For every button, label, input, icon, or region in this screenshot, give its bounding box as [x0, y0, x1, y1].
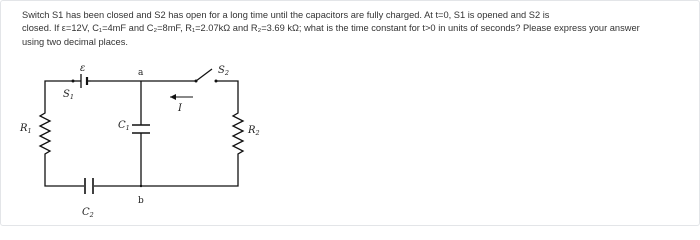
resistor-r2	[233, 101, 243, 163]
question-line-1: Switch S1 has been closed and S2 has open for a long time until the capacitors are fully charged. At t=0, S1 is opened and S2 is	[22, 10, 550, 20]
capacitor-c1	[132, 125, 150, 133]
label-node-a: a	[138, 68, 144, 78]
current-arrow	[170, 94, 193, 100]
capacitor-c2	[84, 178, 94, 194]
battery-emf	[80, 74, 91, 88]
label-emf: ε	[80, 63, 86, 74]
question-line-3: using two decimal places.	[22, 36, 128, 47]
question-text	[22, 9, 687, 49]
label-node-b: b	[138, 196, 144, 206]
label-r2: $R_2$	[248, 125, 260, 137]
question-line-2: closed. If ε=12V, C₁=4mF and C₂=8mF, R₁=2.07kΩ and R₂=3.69 kΩ; what is the time constant for t>0 in units of seconds? Please express your answer	[22, 23, 640, 34]
switch-s1	[72, 80, 81, 83]
label-c2: $C_2$	[82, 207, 94, 219]
circuit-diagram	[18, 61, 278, 227]
label-s2: $S_2$	[218, 65, 229, 77]
node-b-dot	[140, 185, 142, 187]
label-r1: $R_1$	[20, 123, 32, 135]
label-c1: $C_1$	[118, 120, 130, 132]
label-s1: $S_1$	[63, 89, 74, 101]
switch-s2	[195, 69, 218, 83]
label-current: I	[178, 103, 182, 114]
resistor-r1	[40, 103, 50, 163]
